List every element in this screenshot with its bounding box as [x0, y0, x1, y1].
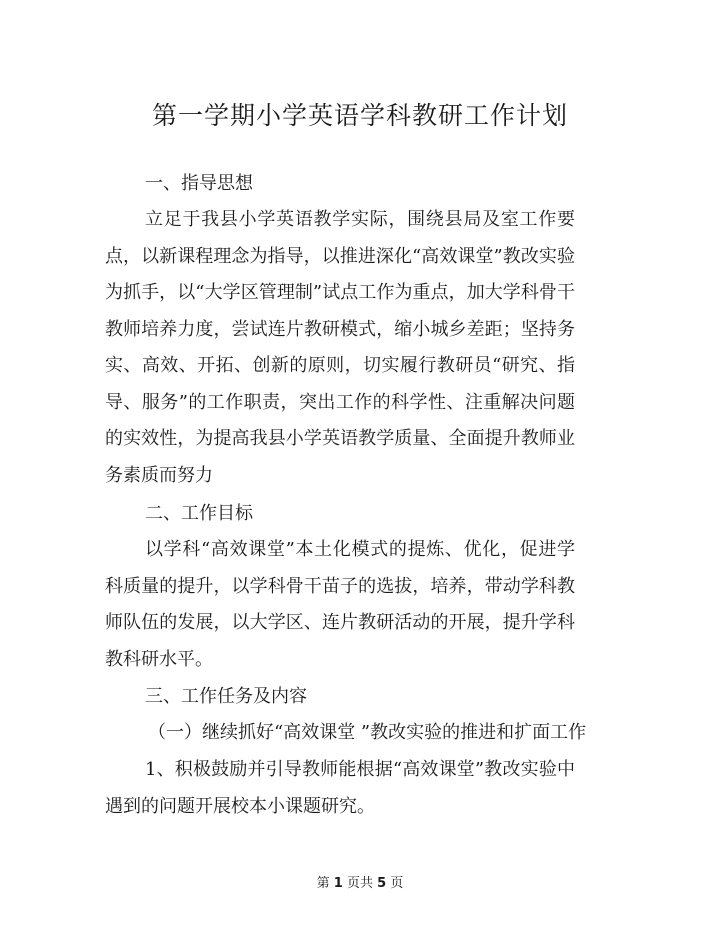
subsection-heading: （一）继续抓好“高效课堂 ”教改实验的推进和扩面工作	[148, 722, 587, 743]
section-body-guiding-ideology	[105, 202, 575, 494]
section-body-work-goals	[105, 532, 575, 678]
paragraph: 以学科“高效课堂”本土化模式的提炼、优化，促进学科质量的提升，以学科骨干苗子的选拔，培养，带动学科教师队伍的发展，以大学区、连片教研活动的开展，提升学科教科研水平。	[105, 539, 575, 670]
section-heading-tasks-and-content: 三、工作任务及内容	[145, 686, 307, 707]
footer-page-number: 1	[333, 876, 343, 891]
section-heading-guiding-ideology: 一、指导思想	[145, 173, 253, 194]
paragraph: 1、积极鼓励并引导教师能根据“高效课堂”教改实验中遇到的问题开展校本小课题研究。	[105, 759, 575, 817]
footer-middle: 页共	[346, 876, 373, 891]
footer-prefix: 第	[316, 876, 330, 891]
footer-total-pages: 5	[377, 876, 387, 891]
paragraph: 立足于我县小学英语教学实际，围绕县局及室工作要点，以新课程理念为指导，以推进深化“高效课堂”教改实验为抓手，以“大学区管理制”试点工作为重点，加大学科骨干教师培养力度，尝试连片教研模式，缩小城乡差距；坚持务实、高效、开拓、创新的原则，切实履行教研员“研究、指导、服务”的工作职责，突出工作的科学性、注重解决问题的实效性，为提高我县小学英语教学质量、全面提升教师业务素质而努力	[105, 209, 575, 486]
footer-suffix: 页	[390, 876, 404, 891]
page-footer	[0, 872, 720, 891]
section-body-tasks	[105, 752, 575, 825]
document-title: 第一学期小学英语学科教研工作计划	[151, 101, 568, 130]
section-heading-work-goals: 二、工作目标	[145, 503, 253, 524]
